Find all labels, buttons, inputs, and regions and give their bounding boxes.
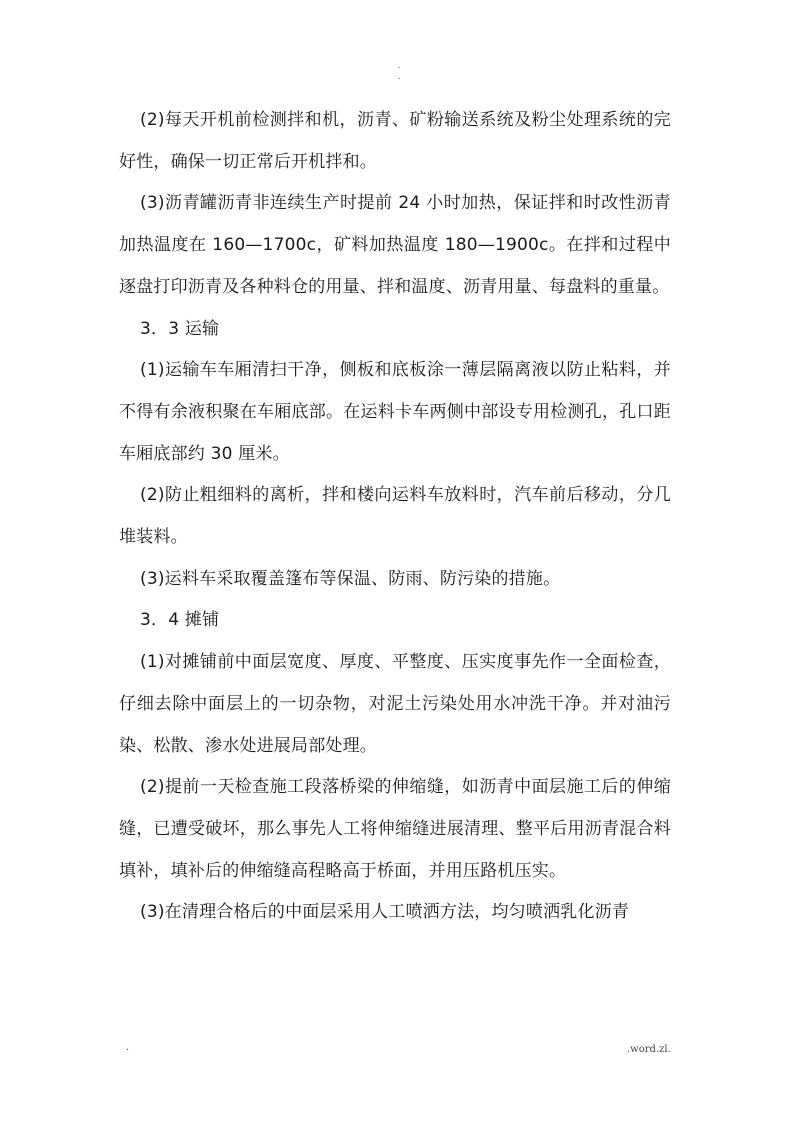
paragraph-spraying: (3)在清理合格后的中面层采用人工喷洒方法，均匀喷洒乳化沥青 <box>140 902 630 923</box>
paragraph-covering: (3)运料车采取覆盖篷布等保温、防雨、防污染的措施。 <box>140 568 561 589</box>
paragraph-asphalt-heating: (3)沥青罐沥青非连续生产时提前 24 小时加热，保证拌和时改性沥青加热温度在 160—1700c，矿料加热温度 180—1900c。在拌和过程中逐盘打印沥青及各种料仓的用量、拌和温度、沥青用量、每盘料的重量。 <box>119 193 671 297</box>
footer-watermark: .word.zl. <box>627 1044 671 1055</box>
header-dot-bottom: . <box>397 72 401 82</box>
paragraph-paving-inspection: (1)对摊铺前中面层宽度、厚度、平整度、压实度事先作一全面检查，仔细去除中面层上的一切杂物，对泥土污染处用水冲洗干净。并对油污染、松散、渗水处进展局部处理。 <box>119 652 671 756</box>
footer-dot: . <box>126 1042 130 1053</box>
section-heading-transport: 3．3 运输 <box>140 318 220 339</box>
header-mark <box>394 62 404 84</box>
paragraph-expansion-joint: (2)提前一天检查施工段落桥梁的伸缩缝，如沥青中面层施工后的伸缩缝，已遭受破坏，那么事先人工将伸缩缝进展清理、整平后用沥青混合料填补，填补后的伸缩缝高程略高于桥面，并用压路机压实。 <box>119 777 671 881</box>
header-dot-top: . <box>397 61 401 71</box>
document-body <box>119 100 671 934</box>
paragraph-mixing-check: (2)每天开机前检测拌和机，沥青、矿粉输送系统及粉尘处理系统的完好性，确保一切正常后开机拌和。 <box>119 110 671 172</box>
section-heading-paving: 3．4 摊铺 <box>140 610 220 631</box>
paragraph-transport-truck: (1)运输车车厢清扫干净，侧板和底板涂一薄层隔离液以防止粘料，并不得有余液积聚在车厢底部。在运料卡车两侧中部设专用检测孔，孔口距车厢底部约 30 厘米。 <box>119 360 671 464</box>
paragraph-segregation: (2)防止粗细料的离析，拌和楼向运料车放料时，汽车前后移动，分几堆装料。 <box>119 485 671 548</box>
